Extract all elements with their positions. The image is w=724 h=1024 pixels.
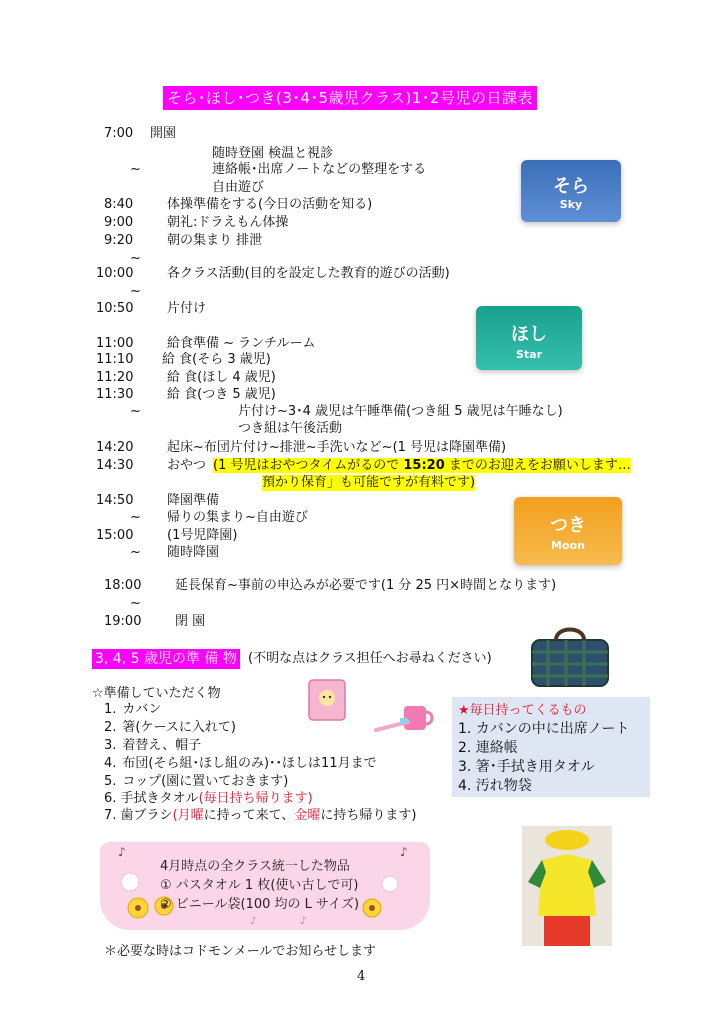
prep-item-num: 2. [104,720,117,735]
schedule-time: 7:00 [104,126,134,141]
daily-item: 4. 汚れ物袋 [458,778,532,794]
schedule-activity: 帰りの集まり~自由遊び [167,510,308,525]
schedule-time: 10:00 [96,266,134,281]
schedule-activity: 朝礼:ドラえもん体操 [167,215,289,230]
prep-item [104,774,288,790]
sora-sign-jp: そら [553,176,589,197]
page-number: 4 [357,969,366,984]
schedule-time: 11:10 [96,352,134,367]
tsuki-sign [514,497,622,565]
snack-note-part2: までのお迎えをお願いします… [444,458,631,473]
schedule-time: ~ [130,510,141,525]
daily-item: 1. カバンの中に出席ノート [458,721,630,737]
schedule-time: ~ [130,162,141,177]
prep-item-text: 着替え、帽子 [122,738,202,753]
prep-item [104,702,161,718]
schedule-activity: (1号児降園) [167,528,238,543]
prep-item-6-red: (毎日持ち帰ります) [198,791,313,806]
uniform-items-banner [100,842,430,930]
prep-subtitle: ☆準備していただく物 [92,686,221,701]
schedule-activity: 開園 [150,126,177,141]
sora-sign-en: Sky [559,198,583,211]
prep-item-6-text: 手拭きタオル [120,791,199,806]
banner-title: 4月時点の全クラス統一した物品 [160,859,350,874]
prep-item [104,738,201,754]
prep-item-num: 3. [104,738,117,753]
snack-note-line1 [213,458,631,474]
svg-text:♪: ♪ [250,916,257,927]
schedule-time: 8:40 [104,197,134,212]
prep-item [104,756,377,772]
schedule-time: ~ [130,404,141,419]
banner-line-1: ① パスタオル 1 枚(使い古しで可) [160,878,359,893]
prep-item-7-num: 7. [104,808,117,823]
prep-item-text: 布団(そら組･ほし組のみ)･･ほしは11月まで [122,756,377,771]
prep-item-num: 5. [104,774,117,789]
prep-item-6-num: 6. [104,791,117,806]
schedule-activity: 降園準備 [167,493,220,508]
schedule-time: 10:50 [96,301,134,316]
sora-sign [521,160,621,222]
schedule-activity: 随時降園 [167,545,220,560]
svg-text:♪: ♪ [118,845,126,859]
daily-title: ★毎日持ってくるもの [458,703,587,718]
schedule-activity: おやつ [167,458,207,473]
schedule-activity: 各クラス活動(目的を設定した教育的遊びの活動) [167,266,450,281]
prep-item-7-red2: 金曜 [294,808,321,823]
towel-icon [306,676,348,722]
schedule-time: 18:00 [104,578,142,593]
banner-line-2: ② ビニール袋(100 均の L サイズ) [160,897,360,912]
tsuki-sign-en: Moon [551,539,585,552]
schedule-time: ~ [130,545,141,560]
schedule-time: 11:20 [96,370,134,385]
prep-note: (不明な点はクラス担任へお尋ねください) [248,651,492,666]
schedule-time: 11:30 [96,387,134,402]
schedule-activity: 延長保育~事前の申込みが必要です(1 分 25 円×時間となります) [175,578,557,593]
uniform-photo [522,826,612,946]
prep-title: 3, 4, 5 歳児の準 備 物 [92,649,240,669]
snack-note-line2: 預かり保育」も可能ですが有料です) [262,475,476,490]
snack-note-part1: (1 号児はおやつタイムがるので [213,458,404,473]
prep-item-7-post: に持ち帰ります) [320,808,417,823]
schedule-activity: 体操準備をする(今日の活動を知る) [167,197,373,212]
snack-note-time: 15:20 [403,458,445,473]
schedule-time: 15:00 [96,528,134,543]
schedule-activity: 給 食(そら 3 歳児) [162,352,271,367]
prep-item-6 [104,791,313,807]
prep-item-7-text: 歯ブラシ [120,808,173,823]
hoshi-sign-jp: ほし [511,324,547,345]
schedule-activity: 朝の集まり 排泄 [167,233,263,248]
schedule-time: 14:50 [96,493,134,508]
prep-item-num: 4. [104,756,117,771]
schedule-activity: 給 食(つき 5 歳児) [167,387,276,402]
prep-item-num: 1. [104,702,117,717]
prep-item-7-mid: に持って来て、 [203,808,295,823]
schedule-time: ~ [130,251,141,266]
schedule-activity: 閉 園 [175,614,206,629]
schedule-activity: 起床~布団片付け~排泄~手洗いなど~(1 号児は降園準備) [167,440,507,455]
page-title: そら･ほし･つき(3･4･5歳児クラス)1･2号児の日課表 [163,86,537,110]
prep-item-text: カバン [122,702,162,717]
hoshi-sign-en: Star [515,348,543,361]
cup-toothbrush-icon [374,700,436,740]
schedule-time: 14:30 [96,458,134,473]
schedule-activity: 連絡帳･出席ノートなどの整理をする [212,162,427,177]
daily-item: 2. 連絡帳 [458,740,518,756]
tsuki-sign-jp: つき [550,515,586,536]
svg-text:♪: ♪ [300,916,307,927]
schedule-time: 14:20 [96,440,134,455]
schedule-time: 19:00 [104,614,142,629]
prep-item-text: コップ(園に置いておきます) [122,774,289,789]
schedule-activity: 自由遊び [212,180,265,195]
footer-note: ＊必要な時はコドモンメールでお知らせします [104,944,376,959]
school-bag-image [526,622,614,690]
prep-item [104,720,236,736]
schedule-time: 9:00 [104,215,134,230]
schedule-time: ~ [130,284,141,299]
schedule-activity: 片付け~3･4 歳児は午睡準備(つき組 5 歳児は午睡なし) [238,404,563,419]
daily-item: 3. 箸･手拭き用タオル [458,759,595,775]
prep-item-7-red1: (月曜 [172,808,204,823]
schedule-activity: 片付け [167,301,207,316]
schedule-activity: つき組は午後活動 [238,421,343,436]
svg-text:♪: ♪ [400,845,408,859]
hoshi-sign [476,306,582,370]
prep-item-text: 箸(ケースに入れて) [122,720,236,735]
prep-item-7 [104,808,416,824]
schedule-activity: 給 食(ほし 4 歳児) [167,370,276,385]
schedule-time: ~ [130,596,141,611]
schedule-activity: 随時登園 検温と視診 [212,146,334,161]
schedule-activity: 給食準備 ~ ランチルーム [167,336,316,351]
daily-items-box [452,697,650,797]
schedule-time: 11:00 [96,336,134,351]
schedule-time: 9:20 [104,233,134,248]
